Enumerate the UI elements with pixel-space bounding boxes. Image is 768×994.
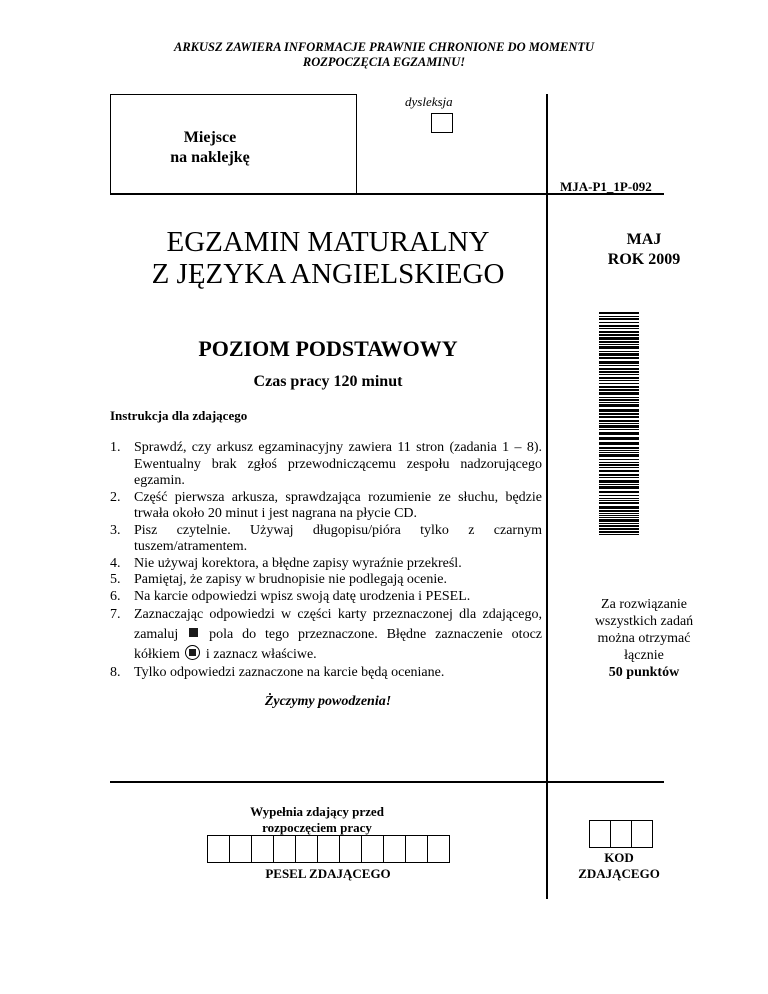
dyslexia-checkbox[interactable]: [431, 113, 453, 133]
points-line3: można otrzymać: [597, 631, 691, 646]
pesel-digit-cell[interactable]: [317, 835, 340, 863]
barcode-bar: [599, 344, 639, 345]
barcode-bar: [599, 447, 639, 449]
instruction-item: 8. Tylko odpowiedzi zaznaczone na karcie będą oceniane.: [110, 665, 445, 680]
kod-label-line1: KOD: [604, 850, 634, 865]
exam-month: MAJ: [626, 231, 662, 248]
barcode-bar: [599, 454, 639, 457]
barcode-bar: [599, 450, 639, 451]
barcode-bar: [599, 432, 639, 435]
instruction-item: 3. Pisz czytelnie. Używaj długopisu/pióra tylko z czarnym tuszem/atramentem.: [110, 522, 542, 554]
barcode-bar: [599, 462, 639, 463]
barcode-bar: [599, 346, 639, 349]
barcode-bar: [599, 484, 639, 485]
barcode-bar: [599, 322, 639, 323]
barcode-bar: [599, 531, 639, 533]
barcode-bar: [599, 429, 639, 430]
barcode-bar: [599, 459, 639, 460]
barcode-bar: [599, 334, 639, 336]
exam-level: POZIOM PODSTAWOWY: [198, 336, 458, 361]
pesel-digit-cell[interactable]: [273, 835, 296, 863]
points-total: 50 punktów: [608, 665, 680, 680]
pesel-digit-cell[interactable]: [207, 835, 230, 863]
barcode-bar: [599, 442, 639, 445]
barcode-bar: [599, 371, 639, 373]
pesel-digit-cell[interactable]: [427, 835, 450, 863]
barcode-bar: [599, 383, 639, 384]
exam-title: [110, 226, 546, 290]
fill-instruction-line2: rozpoczęciem pracy: [262, 820, 372, 835]
legal-warning-line1: ARKUSZ ZAWIERA INFORMACJE PRAWNIE CHRONIONE DO MOMENTU: [173, 40, 595, 54]
instruction-item: 2. Część pierwsza arkusza, sprawdzająca rozumienie ze słuchu, będzie trwała około 20 minut i jest nagrana na płycie CD.: [110, 489, 542, 521]
barcode-bar: [599, 474, 639, 476]
barcode-bar: [599, 402, 639, 403]
barcode-bar: [599, 517, 639, 518]
instructions-list: [110, 440, 542, 682]
pesel-digit-cell[interactable]: [405, 835, 428, 863]
instruction-item: 5. Pamiętaj, że zapisy w brudnopisie nie podlegają ocenie.: [110, 572, 447, 587]
barcode-bar: [599, 528, 639, 530]
barcode-bar: [599, 377, 639, 379]
barcode-bar: [599, 506, 639, 509]
barcode-bar: [599, 477, 639, 478]
barcode-bar: [599, 416, 639, 418]
barcode-bar: [599, 389, 639, 391]
barcode-bar: [599, 464, 639, 466]
barcode-bar: [599, 513, 639, 514]
points-line2: wszystkich zadań: [594, 614, 694, 629]
barcode-bar: [599, 480, 639, 483]
barcode-bar: [599, 409, 639, 412]
pesel-digit-cell[interactable]: [251, 835, 274, 863]
good-luck: Życzymy powodzenia!: [264, 694, 392, 709]
barcode-bar: [599, 498, 639, 499]
barcode-bar: [599, 374, 639, 375]
pesel-label: PESEL ZDAJĄCEGO: [265, 866, 391, 881]
pesel-field[interactable]: [208, 835, 450, 863]
barcode-bar: [599, 351, 639, 352]
fill-instruction-line1: Wypełnia zdający przed: [250, 804, 384, 819]
barcode-bar: [599, 519, 639, 522]
barcode-bar: [599, 437, 639, 440]
instruction-item: 6. Na karcie odpowiedzi wpisz swoją datę urodzenia i PESEL.: [110, 588, 471, 604]
pesel-digit-cell[interactable]: [229, 835, 252, 863]
barcode-bar: [599, 500, 639, 501]
barcode-bar: [599, 386, 639, 388]
points-line4: łącznie: [624, 648, 664, 663]
fill-instruction: [200, 804, 434, 836]
barcode-bar: [599, 365, 639, 366]
instruction-item: 1. Sprawdź, czy arkusz egzaminacyjny zawiera 11 stron (zadania 1 – 8). Ewentualny brak zgłoś przewodniczącemu zespołu nadzorującego egzamin.: [110, 440, 542, 488]
barcode-bar: [599, 486, 639, 489]
exam-title-line2: Z JĘZYKA ANGIELSKIEGO: [151, 258, 505, 290]
barcode-bar: [599, 470, 639, 472]
sticker-label-line1: Miejsce: [183, 129, 237, 146]
dyslexia-label: dysleksja: [405, 94, 453, 109]
barcode-bar: [599, 452, 639, 453]
pesel-digit-cell[interactable]: [383, 835, 406, 863]
barcode-bar: [599, 392, 639, 395]
barcode-bar: [599, 312, 639, 314]
barcode-bar: [599, 337, 639, 340]
barcode-bar: [599, 502, 639, 504]
barcode-bar: [599, 325, 639, 327]
barcode-bar: [599, 331, 639, 333]
legal-warning-line2: ROZPOCZĘCIA EGZAMINU!: [302, 55, 466, 69]
exam-year: ROK 2009: [607, 251, 681, 268]
barcode-bar: [599, 420, 639, 422]
barcode-bar: [599, 491, 639, 493]
instruction-item: 4. Nie używaj korektora, a błędne zapisy wyraźnie przekreśl.: [110, 555, 462, 571]
instructions-heading: Instrukcja dla zdającego: [110, 408, 248, 423]
kod-field[interactable]: [590, 820, 653, 848]
kod-digit-cell[interactable]: [589, 820, 611, 848]
barcode-bar: [599, 495, 639, 496]
barcode-bar: [599, 515, 639, 516]
barcode-bar: [599, 353, 639, 356]
exam-date: [548, 230, 740, 270]
barcode-bar: [599, 380, 639, 381]
pesel-digit-cell[interactable]: [339, 835, 362, 863]
kod-digit-cell[interactable]: [610, 820, 632, 848]
barcode-bar: [599, 525, 639, 527]
barcode-bar: [599, 397, 639, 398]
kod-digit-cell[interactable]: [631, 820, 653, 848]
instruction-item: 7. Zaznaczając odpowiedzi w części karty przeznaczonej dla zdającego, zamaluj pola do tego przeznaczone. Błędne zaznaczenie otocz kółkiem i zaznacz właściwe.: [110, 607, 542, 662]
pesel-digit-cell[interactable]: [295, 835, 318, 863]
pesel-digit-cell[interactable]: [361, 835, 384, 863]
barcode-bar: [599, 316, 639, 317]
barcode: [599, 312, 639, 536]
kod-label: [548, 850, 690, 882]
barcode-bar: [599, 341, 639, 343]
exam-time: Czas pracy 120 minut: [253, 373, 403, 390]
barcode-bar: [599, 399, 639, 401]
sticker-label-line2: na naklejkę: [170, 149, 250, 166]
exam-code: MJA-P1_1P-092: [560, 179, 652, 194]
kod-label-line2: ZDAJĄCEGO: [578, 866, 660, 881]
barcode-bar: [599, 361, 639, 364]
barcode-bar: [599, 318, 639, 320]
divider-bottom: [110, 781, 664, 783]
barcode-bar: [599, 357, 639, 359]
points-line1: Za rozwiązanie: [601, 597, 687, 612]
barcode-bar: [599, 404, 639, 407]
barcode-bar: [599, 534, 639, 535]
sticker-label: [110, 128, 310, 168]
exam-title-line1: EGZAMIN MATURALNY: [166, 226, 490, 258]
legal-warning: [0, 40, 768, 70]
barcode-bar: [599, 523, 639, 524]
barcode-bar: [599, 467, 639, 468]
barcode-bar: [599, 510, 639, 512]
barcode-bar: [599, 423, 639, 424]
barcode-bar: [599, 425, 639, 428]
vertical-divider: [546, 94, 548, 899]
barcode-bar: [599, 368, 639, 370]
barcode-bar: [599, 328, 639, 329]
barcode-bar: [599, 413, 639, 415]
filled-square-icon: [189, 628, 198, 637]
points-info: [548, 596, 740, 681]
circled-square-icon: [185, 645, 200, 660]
